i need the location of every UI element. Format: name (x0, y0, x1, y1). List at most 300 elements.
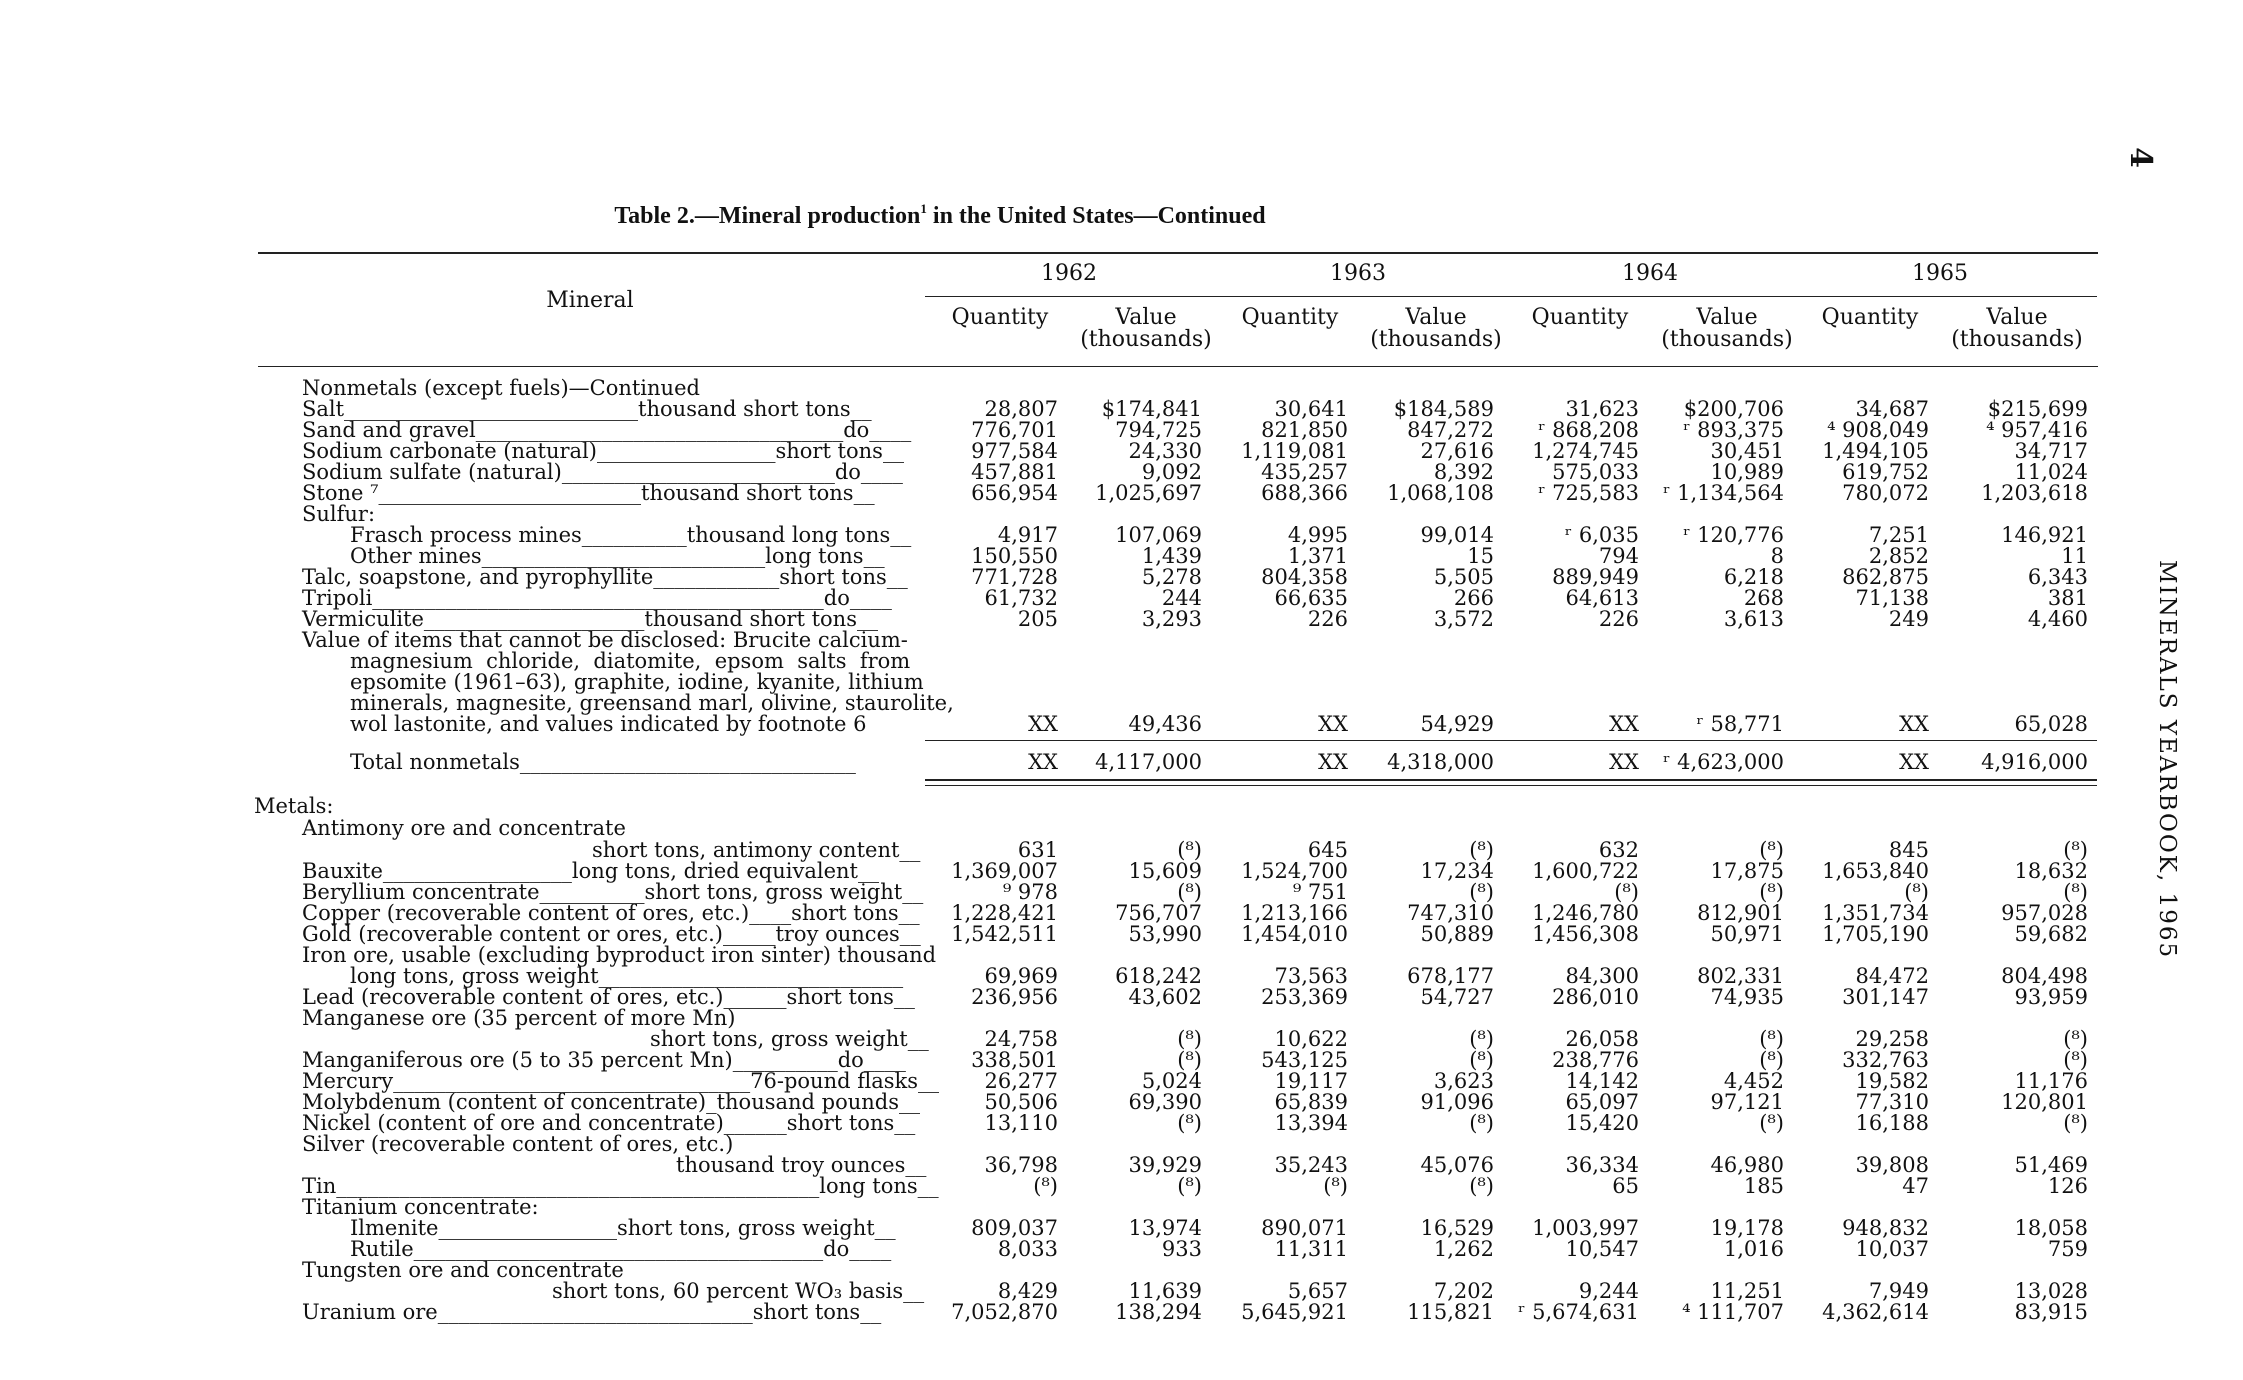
value-cell: 50,971 (1710, 922, 1784, 946)
year-header-1964: 1964 (1622, 261, 1678, 286)
table-row (0, 1239, 2243, 1260)
table-row (0, 903, 2243, 924)
value-cell: $184,589 (1393, 397, 1494, 421)
table-row (0, 1071, 2243, 1092)
quantity-cell: ⁴ 908,049 (1827, 418, 1929, 442)
quantity-cell: ʳ 6,035 (1564, 523, 1639, 547)
value-header-1963 (1356, 307, 1516, 351)
value-cell: 8,392 (1433, 460, 1494, 484)
quantity-cell: 1,003,997 (1532, 1216, 1639, 1240)
value-cell: 74,935 (1710, 985, 1784, 1009)
year-header-1965: 1965 (1912, 261, 1968, 286)
quantity-cell: (⁸) (1323, 1174, 1348, 1198)
year-rule-1962 (925, 296, 1216, 297)
total-rule-top (925, 740, 2097, 741)
value-cell: 1,016 (1723, 1237, 1784, 1261)
quantity-cell: 249 (1888, 607, 1929, 631)
value-cell: 18,058 (2014, 1216, 2088, 1240)
table-row (0, 651, 2243, 672)
quantity-cell: 771,728 (971, 565, 1058, 589)
quantity-cell: 9,244 (1578, 1279, 1639, 1303)
value-cell: (⁸) (1469, 1111, 1494, 1135)
row-label: Tripoli___________________________________________do____ (302, 586, 892, 610)
value-cell: 59,682 (2014, 922, 2088, 946)
value-cell: 4,117,000 (1095, 750, 1202, 774)
value-cell: 812,901 (1697, 901, 1784, 925)
row-label: Tin______________________________________________long tons__ (302, 1174, 939, 1198)
row-label: Vermiculite_____________________thousand short tons__ (302, 607, 878, 631)
row-label: Salt____________________________thousand short tons__ (302, 397, 872, 421)
quantity-cell: ʳ 725,583 (1538, 481, 1639, 505)
quantity-cell: 66,635 (1274, 586, 1348, 610)
quantity-cell: ʳ 5,674,631 (1518, 1300, 1639, 1324)
header-bottom-rule (258, 366, 2098, 367)
value-cell: 13,974 (1128, 1216, 1202, 1240)
table-row (0, 1134, 2243, 1155)
value-cell: 756,707 (1115, 901, 1202, 925)
value-cell: (⁸) (2063, 1111, 2088, 1135)
quantity-cell: 890,071 (1261, 1216, 1348, 1240)
quantity-cell: 65 (1612, 1174, 1639, 1198)
quantity-cell: 543,125 (1261, 1048, 1348, 1072)
quantity-cell: 65,839 (1274, 1090, 1348, 1114)
value-cell: 30,451 (1710, 439, 1784, 463)
value-cell: 11,024 (2014, 460, 2088, 484)
value-cell: 11,251 (1710, 1279, 1784, 1303)
quantity-cell: 780,072 (1842, 481, 1929, 505)
value-cell: 17,875 (1710, 859, 1784, 883)
value-cell: 381 (2047, 586, 2088, 610)
mineral-column-header: Mineral (546, 288, 634, 313)
value-cell: 1,262 (1433, 1237, 1494, 1261)
table-row (0, 525, 2243, 546)
quantity-cell: 39,808 (1855, 1153, 1929, 1177)
quantity-cell: 794 (1598, 544, 1639, 568)
title-footnote: 1 (920, 201, 927, 216)
value-cell: $200,706 (1683, 397, 1784, 421)
quantity-cell: 226 (1307, 607, 1348, 631)
table-row (0, 609, 2243, 630)
quantity-cell: 1,228,421 (951, 901, 1058, 925)
quantity-cell: 631 (1017, 838, 1058, 862)
row-label: Mercury__________________________________76-pound flasks__ (302, 1069, 940, 1093)
row-label: Iron ore, usable (excluding byproduct iron sinter) thousand (302, 943, 937, 967)
value-cell: 7,202 (1433, 1279, 1494, 1303)
quantity-cell: 1,705,190 (1822, 922, 1929, 946)
value-cell: (⁸) (1469, 838, 1494, 862)
value-unit: (thousands) (1661, 327, 1793, 352)
quantity-cell: 338,501 (971, 1048, 1058, 1072)
quantity-cell: XX (1609, 712, 1639, 736)
quantity-cell: XX (1609, 750, 1639, 774)
value-cell: 5,505 (1433, 565, 1494, 589)
value-cell: 268 (1743, 586, 1784, 610)
quantity-cell: 35,243 (1274, 1153, 1348, 1177)
row-label: wol lastonite, and values indicated by footnote 6 (350, 712, 867, 736)
value-cell: 24,330 (1128, 439, 1202, 463)
row-label: Metals: (254, 794, 334, 818)
quantity-cell: 65,097 (1565, 1090, 1639, 1114)
value-label: Value (1405, 305, 1467, 330)
value-cell: 138,294 (1115, 1300, 1202, 1324)
year-header-1962: 1962 (1041, 261, 1097, 286)
table-row (0, 945, 2243, 966)
quantity-cell: XX (1318, 712, 1348, 736)
quantity-cell: 804,358 (1261, 565, 1348, 589)
table-row (0, 714, 2243, 735)
quantity-cell: 1,213,166 (1241, 901, 1348, 925)
quantity-cell: 286,010 (1552, 985, 1639, 1009)
value-cell: ʳ 1,134,564 (1663, 481, 1784, 505)
table-row (0, 966, 2243, 987)
value-cell: 4,452 (1723, 1069, 1784, 1093)
value-cell: 802,331 (1697, 964, 1784, 988)
value-cell: 3,293 (1141, 607, 1202, 631)
quantity-cell: 150,550 (971, 544, 1058, 568)
value-cell: 933 (1161, 1237, 1202, 1261)
row-label: Beryllium concentrate__________short tons, gross weight__ (302, 880, 924, 904)
quantity-cell: 15,420 (1565, 1111, 1639, 1135)
quantity-cell: 1,119,081 (1241, 439, 1348, 463)
row-label: Ilmenite_________________short tons, gross weight__ (350, 1216, 896, 1240)
value-cell: 10,989 (1710, 460, 1784, 484)
total-rule-bottom-2 (925, 785, 2097, 786)
value-cell: 11,639 (1128, 1279, 1202, 1303)
value-cell: 146,921 (2001, 523, 2088, 547)
quantity-cell: 7,251 (1868, 523, 1929, 547)
value-cell: 69,390 (1128, 1090, 1202, 1114)
value-cell: 126 (2047, 1174, 2088, 1198)
value-cell: 15,609 (1128, 859, 1202, 883)
value-cell: 18,632 (2014, 859, 2088, 883)
value-cell: 99,014 (1420, 523, 1494, 547)
value-cell: 3,572 (1433, 607, 1494, 631)
value-cell: 13,028 (2014, 1279, 2088, 1303)
quantity-cell: ⁹ 978 (1002, 880, 1058, 904)
value-cell: 618,242 (1115, 964, 1202, 988)
quantity-cell: XX (1028, 712, 1058, 736)
quantity-cell: 4,362,614 (1822, 1300, 1929, 1324)
year-rule-1965 (1795, 296, 2097, 297)
quantity-cell: 2,852 (1868, 544, 1929, 568)
quantity-cell: 1,524,700 (1241, 859, 1348, 883)
quantity-cell: 821,850 (1261, 418, 1348, 442)
table-row (0, 1092, 2243, 1113)
quantity-cell: 862,875 (1842, 565, 1929, 589)
value-unit: (thousands) (1951, 327, 2083, 352)
value-label: Value (1696, 305, 1758, 330)
row-label: short tons, antimony content__ (592, 838, 921, 862)
table-row (0, 504, 2243, 525)
year-rule-1963 (1215, 296, 1506, 297)
quantity-cell: 1,274,745 (1532, 439, 1639, 463)
value-cell: (⁸) (1759, 1111, 1784, 1135)
row-label: Uranium ore______________________________short tons__ (302, 1300, 882, 1324)
table-row (0, 399, 2243, 420)
quantity-cell: 1,369,007 (951, 859, 1058, 883)
quantity-cell: 19,117 (1274, 1069, 1348, 1093)
running-head: MINERALS YEARBOOK, 1965 (2154, 560, 2180, 960)
quantity-cell: 656,954 (971, 481, 1058, 505)
quantity-cell: 50,506 (984, 1090, 1058, 1114)
quantity-cell: 8,429 (997, 1279, 1058, 1303)
quantity-header-1962: Quantity (951, 305, 1049, 330)
value-cell: 50,889 (1420, 922, 1494, 946)
value-cell: 34,717 (2014, 439, 2088, 463)
table-row (0, 588, 2243, 609)
quantity-cell: 948,832 (1842, 1216, 1929, 1240)
quantity-cell: 14,142 (1565, 1069, 1639, 1093)
quantity-cell: 13,110 (984, 1111, 1058, 1135)
row-label: short tons, 60 percent WO₃ basis__ (552, 1279, 925, 1303)
value-cell: 91,096 (1420, 1090, 1494, 1114)
row-label: Rutile_______________________________________do____ (350, 1237, 892, 1261)
quantity-cell: 332,763 (1842, 1048, 1929, 1072)
value-cell: 3,613 (1723, 607, 1784, 631)
value-cell: (⁸) (2063, 1048, 2088, 1072)
value-cell: 65,028 (2014, 712, 2088, 736)
quantity-cell: 205 (1017, 607, 1058, 631)
value-cell: 6,343 (2027, 565, 2088, 589)
value-cell: 3,623 (1433, 1069, 1494, 1093)
value-cell: (⁸) (1759, 880, 1784, 904)
quantity-cell: 34,687 (1855, 397, 1929, 421)
quantity-cell: 47 (1902, 1174, 1929, 1198)
row-label: thousand troy ounces__ (676, 1153, 927, 1177)
table-title-text: Table 2.—Mineral production (614, 203, 921, 229)
table-row (0, 796, 2243, 817)
value-cell: 43,602 (1128, 985, 1202, 1009)
value-cell: (⁸) (1177, 838, 1202, 862)
value-cell: 957,028 (2001, 901, 2088, 925)
value-cell: 8 (1770, 544, 1784, 568)
value-cell: (⁸) (1469, 1048, 1494, 1072)
value-cell: 49,436 (1128, 712, 1202, 736)
value-cell: 15 (1467, 544, 1494, 568)
row-label: Nickel (content of ore and concentrate)______short tons__ (302, 1111, 916, 1135)
row-label: long tons, gross weight_____________________________ (350, 964, 904, 988)
row-label: Sand and gravel___________________________________do____ (302, 418, 912, 442)
quantity-cell: 26,277 (984, 1069, 1058, 1093)
row-label: Value of items that cannot be disclosed: Brucite calcium- (302, 628, 908, 652)
value-cell: 847,272 (1407, 418, 1494, 442)
value-cell: 5,278 (1141, 565, 1202, 589)
row-label: Bauxite__________________long tons, dried equivalent__ (302, 859, 879, 883)
quantity-cell: 10,547 (1565, 1237, 1639, 1261)
value-cell: (⁸) (1759, 1027, 1784, 1051)
quantity-header-1964: Quantity (1531, 305, 1629, 330)
quantity-cell: (⁸) (1614, 880, 1639, 904)
quantity-cell: 1,351,734 (1822, 901, 1929, 925)
value-cell: 51,469 (2014, 1153, 2088, 1177)
table-row (0, 1113, 2243, 1134)
quantity-cell: 10,037 (1855, 1237, 1929, 1261)
value-cell: 107,069 (1115, 523, 1202, 547)
value-cell: 46,980 (1710, 1153, 1784, 1177)
quantity-header-1963: Quantity (1241, 305, 1339, 330)
quantity-cell: ⁹ 751 (1292, 880, 1348, 904)
value-cell: 266 (1453, 586, 1494, 610)
quantity-cell: 28,807 (984, 397, 1058, 421)
value-cell: 115,821 (1407, 1300, 1494, 1324)
header-top-rule (258, 252, 2098, 254)
row-label: Tungsten ore and concentrate (302, 1258, 624, 1282)
value-cell: 120,801 (2001, 1090, 2088, 1114)
table-row (0, 693, 2243, 714)
quantity-cell: 1,456,308 (1532, 922, 1639, 946)
quantity-cell: 69,969 (984, 964, 1058, 988)
value-cell: 17,234 (1420, 859, 1494, 883)
quantity-cell: 61,732 (984, 586, 1058, 610)
table-row (0, 1281, 2243, 1302)
value-cell: 53,990 (1128, 922, 1202, 946)
quantity-cell: XX (1028, 750, 1058, 774)
table-row (0, 672, 2243, 693)
page-number: 4 (2122, 147, 2158, 168)
value-cell: 39,929 (1128, 1153, 1202, 1177)
quantity-cell: 5,657 (1287, 1279, 1348, 1303)
table-row (0, 861, 2243, 882)
row-label: minerals, magnesite, greensand marl, olivine, staurolite, (350, 691, 954, 715)
table-row (0, 1029, 2243, 1050)
value-cell: 678,177 (1407, 964, 1494, 988)
quantity-cell: XX (1899, 750, 1929, 774)
row-label: Manganiferous ore (5 to 35 percent Mn)__________do____ (302, 1048, 906, 1072)
quantity-cell: 632 (1598, 838, 1639, 862)
table-row (0, 420, 2243, 441)
value-cell: (⁸) (1177, 1048, 1202, 1072)
table-row (0, 1260, 2243, 1281)
table-row (0, 1050, 2243, 1071)
row-label: Silver (recoverable content of ores, etc.) (302, 1132, 734, 1156)
value-cell: ʳ 120,776 (1683, 523, 1784, 547)
value-header-1964 (1647, 307, 1807, 351)
total-rule-bottom-1 (925, 779, 2097, 781)
table-row (0, 1008, 2243, 1029)
quantity-cell: 7,052,870 (951, 1300, 1058, 1324)
row-label: Nonmetals (except fuels)—Continued (302, 376, 700, 400)
value-cell: 794,725 (1115, 418, 1202, 442)
row-label: short tons, gross weight__ (650, 1027, 929, 1051)
quantity-cell: 29,258 (1855, 1027, 1929, 1051)
quantity-cell: 236,956 (971, 985, 1058, 1009)
quantity-cell: 36,798 (984, 1153, 1058, 1177)
quantity-cell: 776,701 (971, 418, 1058, 442)
quantity-cell: (⁸) (1904, 880, 1929, 904)
value-cell: (⁸) (1469, 880, 1494, 904)
quantity-cell: 1,542,511 (951, 922, 1058, 946)
table-row (0, 441, 2243, 462)
quantity-cell: 64,613 (1565, 586, 1639, 610)
value-cell: 83,915 (2014, 1300, 2088, 1324)
value-cell: ʳ 4,623,000 (1663, 750, 1784, 774)
quantity-cell: 26,058 (1565, 1027, 1639, 1051)
quantity-cell: 8,033 (997, 1237, 1058, 1261)
quantity-cell: 889,949 (1552, 565, 1639, 589)
value-label: Value (1115, 305, 1177, 330)
quantity-cell: 4,917 (997, 523, 1058, 547)
table-row (0, 1176, 2243, 1197)
value-cell: 1,068,108 (1387, 481, 1494, 505)
quantity-cell: ʳ 868,208 (1538, 418, 1639, 442)
value-cell: ⁴ 111,707 (1682, 1300, 1784, 1324)
quantity-cell: 301,147 (1842, 985, 1929, 1009)
row-label: Total nonmetals________________________________ (350, 750, 856, 774)
table-row (0, 1155, 2243, 1176)
quantity-cell: 645 (1307, 838, 1348, 862)
value-cell: (⁸) (1177, 1111, 1202, 1135)
row-label: Antimony ore and concentrate (302, 816, 626, 840)
value-cell: 4,460 (2027, 607, 2088, 631)
quantity-cell: (⁸) (1033, 1174, 1058, 1198)
value-cell: 11,176 (2014, 1069, 2088, 1093)
value-header-1962 (1066, 307, 1226, 351)
row-label: Talc, soapstone, and pyrophyllite____________short tons__ (302, 565, 908, 589)
value-cell: $174,841 (1101, 397, 1202, 421)
value-cell: 19,178 (1710, 1216, 1784, 1240)
table-row (0, 1302, 2243, 1323)
quantity-cell: 688,366 (1261, 481, 1348, 505)
row-label: Sodium carbonate (natural)_________________short tons__ (302, 439, 904, 463)
table-row (0, 882, 2243, 903)
quantity-cell: 253,369 (1261, 985, 1348, 1009)
value-cell: 5,024 (1141, 1069, 1202, 1093)
table-title (0, 203, 1880, 230)
row-label: Manganese ore (35 percent of more Mn) (302, 1006, 736, 1030)
row-label: Titanium concentrate: (302, 1195, 539, 1219)
value-cell: (⁸) (2063, 880, 2088, 904)
quantity-cell: 1,600,722 (1532, 859, 1639, 883)
table-row (0, 752, 2243, 773)
quantity-cell: 1,454,010 (1241, 922, 1348, 946)
row-label: Sodium sulfate (natural)__________________________do____ (302, 460, 903, 484)
table-row (0, 1197, 2243, 1218)
row-label: Stone ⁷_________________________thousand short tons__ (302, 481, 875, 505)
quantity-cell: 457,881 (971, 460, 1058, 484)
value-cell: (⁸) (1469, 1174, 1494, 1198)
table-row (0, 840, 2243, 861)
value-cell: 27,616 (1420, 439, 1494, 463)
table-row (0, 546, 2243, 567)
value-cell: (⁸) (1177, 1174, 1202, 1198)
quantity-cell: 435,257 (1261, 460, 1348, 484)
value-cell: 1,025,697 (1095, 481, 1202, 505)
value-cell: 45,076 (1420, 1153, 1494, 1177)
quantity-cell: 1,653,840 (1822, 859, 1929, 883)
quantity-cell: 238,776 (1552, 1048, 1639, 1072)
quantity-header-1965: Quantity (1821, 305, 1919, 330)
quantity-cell: XX (1318, 750, 1348, 774)
value-cell: 4,916,000 (1981, 750, 2088, 774)
quantity-cell: 5,645,921 (1241, 1300, 1348, 1324)
value-cell: (⁸) (1759, 838, 1784, 862)
quantity-cell: 24,758 (984, 1027, 1058, 1051)
table-row (0, 818, 2243, 839)
value-unit: (thousands) (1080, 327, 1212, 352)
value-cell: 9,092 (1141, 460, 1202, 484)
quantity-cell: 84,300 (1565, 964, 1639, 988)
value-cell: 54,929 (1420, 712, 1494, 736)
value-cell: (⁸) (1177, 1027, 1202, 1051)
value-cell: 11 (2061, 544, 2088, 568)
quantity-cell: XX (1899, 712, 1929, 736)
value-label: Value (1986, 305, 2048, 330)
quantity-cell: 11,311 (1274, 1237, 1348, 1261)
row-label: magnesium chloride, diatomite, epsom salts from (350, 649, 911, 673)
row-label: Frasch process mines__________thousand long tons__ (350, 523, 912, 547)
quantity-cell: 575,033 (1552, 460, 1639, 484)
quantity-cell: 36,334 (1565, 1153, 1639, 1177)
